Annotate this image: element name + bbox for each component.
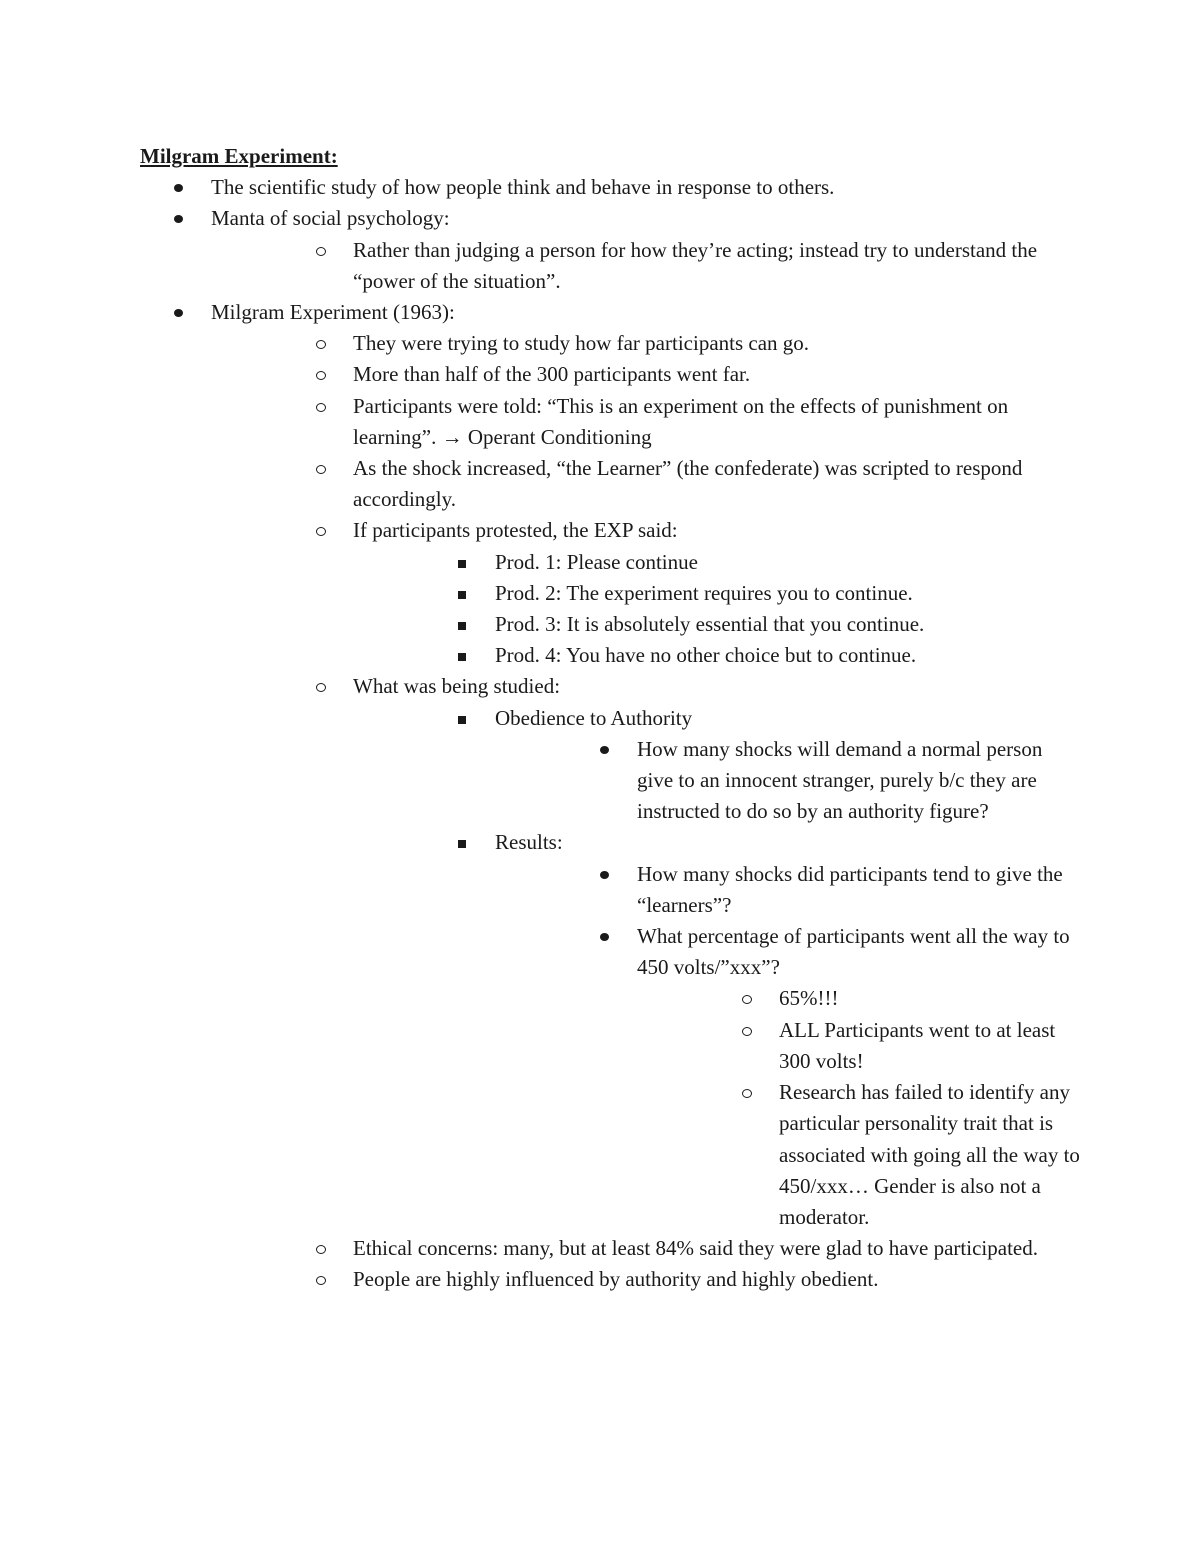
outline-level-3 [424, 547, 1080, 672]
outline-level-3 [424, 703, 1080, 1233]
list-item [282, 1264, 1080, 1295]
circle-bullet-icon [316, 515, 336, 546]
circle-bullet-icon [316, 391, 336, 422]
circle-bullet-icon [316, 1233, 336, 1264]
list-item-text: How many shocks will demand a normal person give to an innocent stranger, purely b/c they are instructed to do so by an authority figure? [637, 736, 1043, 824]
list-item [424, 640, 1080, 671]
list-item [282, 391, 1080, 453]
list-item-text: What percentage of participants went all the way to 450 volts/”xxx”? [637, 924, 1070, 980]
list-item [140, 172, 1080, 203]
list-item-text: Ethical concerns: many, but at least 84% said they were glad to have participated. [353, 1236, 1038, 1261]
list-item [282, 328, 1080, 359]
list-item-text: Manta of social psychology: [211, 206, 450, 231]
list-item [708, 1077, 1080, 1233]
list-item-text: Prod. 2: The experiment requires you to continue. [495, 580, 913, 605]
list-item [282, 671, 1080, 1233]
list-item [140, 297, 1080, 1296]
list-item-text: As the shock increased, “the Learner” (the confederate) was scripted to respond accordingly. [353, 456, 1023, 512]
square-bullet-icon [458, 609, 478, 640]
circle-bullet-icon [316, 1264, 336, 1295]
list-item-text: Rather than judging a person for how they’re acting; instead try to understand the “power of the situation”. [353, 237, 1038, 293]
outline-level-4 [566, 859, 1080, 1233]
document-body [140, 141, 1080, 1296]
outline-level-1 [140, 172, 1080, 1295]
circle-bullet-icon [742, 983, 762, 1014]
disc-bullet-icon [174, 297, 194, 328]
outline-level-4 [566, 734, 1080, 828]
circle-bullet-icon [316, 453, 336, 484]
list-item [282, 359, 1080, 390]
list-item [140, 203, 1080, 297]
list-item-text: 65%!!! [779, 986, 839, 1011]
list-item-text: Results: [495, 830, 563, 855]
list-item [282, 515, 1080, 671]
list-item-text: Milgram Experiment (1963): [211, 300, 455, 325]
square-bullet-icon [458, 703, 478, 734]
circle-bullet-icon [316, 235, 336, 266]
disc-bullet-icon [600, 859, 620, 890]
list-item [708, 983, 1080, 1014]
list-item-text: ALL Participants went to at least 300 volts! [779, 1017, 1056, 1073]
circle-bullet-icon [742, 1077, 762, 1108]
disc-bullet-icon [174, 203, 194, 234]
list-item [708, 1015, 1080, 1077]
list-item [424, 578, 1080, 609]
square-bullet-icon [458, 578, 478, 609]
list-item-text: People are highly influenced by authority and highly obedient. [353, 1267, 879, 1292]
list-item [282, 1233, 1080, 1264]
list-item [424, 609, 1080, 640]
disc-bullet-icon [174, 172, 194, 203]
square-bullet-icon [458, 547, 478, 578]
list-item-text: More than half of the 300 participants went far. [353, 362, 751, 387]
circle-bullet-icon [316, 671, 336, 702]
list-item [566, 859, 1080, 921]
list-item [282, 453, 1080, 515]
list-item-text: Research has failed to identify any particular personality trait that is associated with going all the way to 450/xxx… Gender is also not a moderator. [779, 1080, 1080, 1229]
circle-bullet-icon [316, 359, 336, 390]
outline-level-2 [282, 235, 1080, 297]
list-item [566, 734, 1080, 828]
disc-bullet-icon [600, 734, 620, 765]
page-title: Milgram Experiment: [140, 144, 338, 168]
list-item-text: Prod. 1: Please continue [495, 549, 698, 574]
list-item-text: How many shocks did participants tend to give the “learners”? [637, 861, 1063, 917]
list-item-text: The scientific study of how people think and behave in response to others. [211, 175, 835, 200]
outline-level-2 [282, 328, 1080, 1295]
square-bullet-icon [458, 640, 478, 671]
circle-bullet-icon [742, 1015, 762, 1046]
list-item-text: What was being studied: [353, 674, 561, 699]
circle-bullet-icon [316, 328, 336, 359]
list-item [424, 703, 1080, 828]
square-bullet-icon [458, 827, 478, 858]
list-item [566, 921, 1080, 1233]
list-item [424, 827, 1080, 1233]
list-item-text: Obedience to Authority [495, 705, 693, 730]
list-item-text: Prod. 4: You have no other choice but to continue. [495, 643, 917, 668]
list-item [282, 235, 1080, 297]
list-item [424, 547, 1080, 578]
disc-bullet-icon [600, 921, 620, 952]
list-item-text: Prod. 3: It is absolutely essential that you continue. [495, 612, 925, 637]
outline-level-5 [708, 983, 1080, 1233]
list-item-text: If participants protested, the EXP said: [353, 518, 678, 543]
list-item-text: They were trying to study how far participants can go. [353, 331, 810, 356]
list-item-text: Participants were told: “This is an experiment on the effects of punishment on learning”. → Operant Conditioning [353, 393, 1009, 449]
